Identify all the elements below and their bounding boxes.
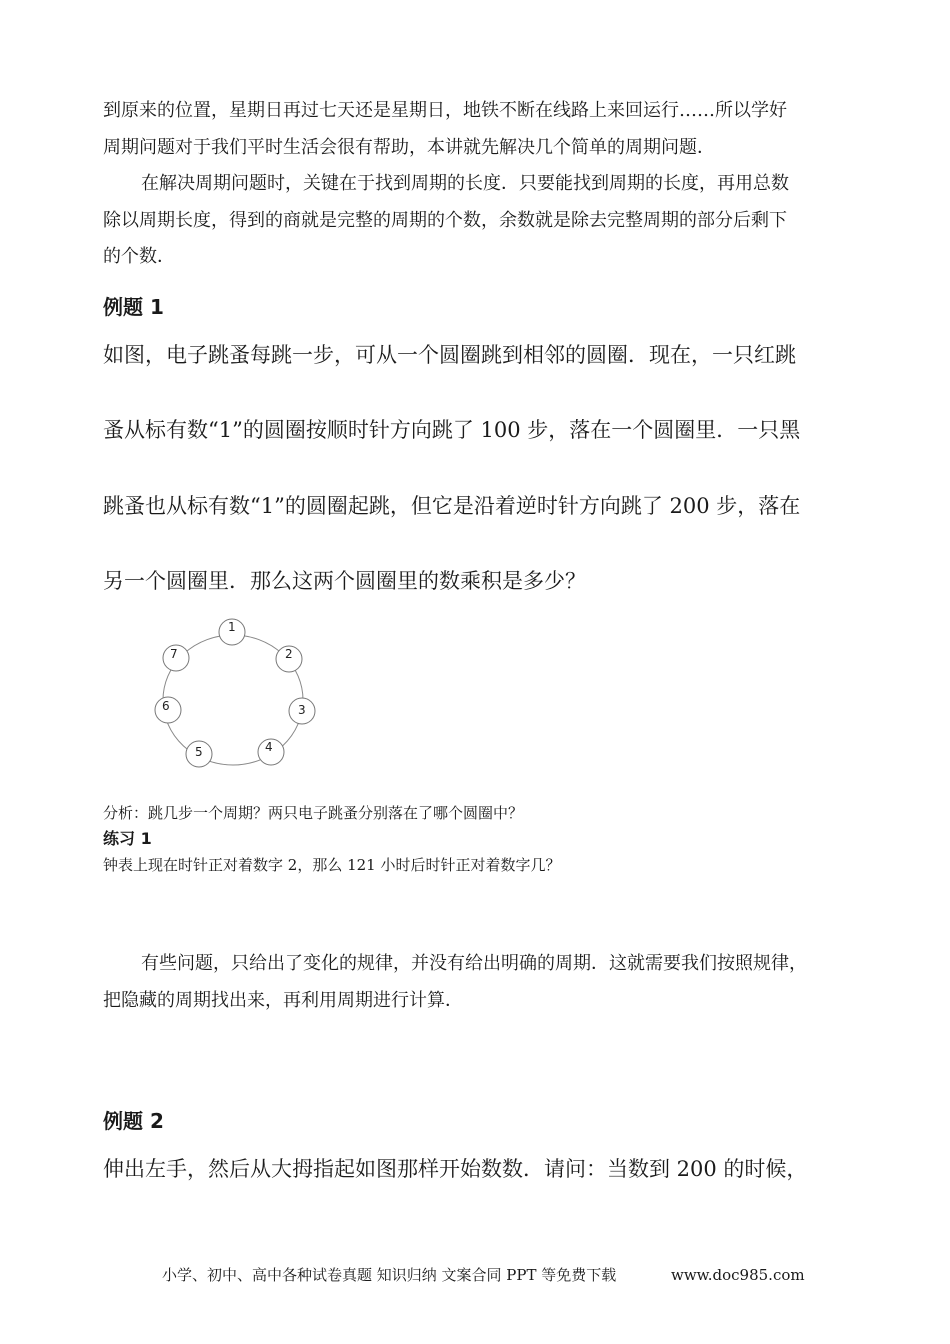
intro-line-5: 的个数． (103, 246, 175, 267)
circle-node-1 (219, 619, 245, 645)
circle-node-7 (163, 645, 189, 671)
example-2-title: 例题 2 (103, 1109, 164, 1133)
example-1-line-3: 跳蚤也从标有数“1”的圆圈起跳，但它是沿着逆时针方向跳了 200 步，落在 (103, 494, 801, 518)
analysis-text: 分析：跳几步一个周期？两只电子跳蚤分别落在了哪个圆圈中？ (103, 804, 524, 822)
circle-node-3 (289, 698, 315, 724)
circle-label-1: 1 (228, 620, 236, 634)
footer-url[interactable]: www.doc985.com (671, 1266, 805, 1284)
example-1-line-1: 如图，电子跳蚤每跳一步，可从一个圆圈跳到相邻的圆圈．现在，一只红跳 (103, 343, 796, 367)
circle-label-4: 4 (265, 740, 273, 754)
circle-label-5: 5 (195, 745, 203, 759)
example-1-line-4: 另一个圆圈里．那么这两个圆圈里的数乘积是多少？ (103, 569, 586, 593)
circle-node-4 (258, 739, 284, 765)
intro-line-2: 周期问题对于我们平时生活会很有帮助，本讲就先解决几个简单的周期问题． (103, 137, 715, 158)
flea-circle-figure (140, 610, 350, 780)
circle-label-3: 3 (298, 703, 306, 717)
circle-node-5 (186, 741, 212, 767)
practice-1-text: 钟表上现在时针正对着数字 2，那么 121 小时后时针正对着数字几？ (103, 856, 561, 874)
practice-1-title: 练习 1 (103, 829, 152, 848)
intro-line-3: 在解决周期问题时，关键在于找到周期的长度．只要能找到周期的长度，再用总数 (141, 173, 789, 194)
para-2-line-2: 把隐藏的周期找出来，再利用周期进行计算． (103, 990, 463, 1011)
circle-label-7: 7 (170, 647, 178, 661)
example-1-title: 例题 1 (103, 295, 164, 319)
footer-text: 小学、初中、高中各种试卷真题 知识归纳 文案合同 PPT 等免费下载 (162, 1266, 617, 1284)
circle-label-2: 2 (285, 647, 293, 661)
example-2-line-1: 伸出左手，然后从大拇指起如图那样开始数数．请问：当数到 200 的时候， (103, 1157, 808, 1181)
para-2-line-1: 有些问题，只给出了变化的规律，并没有给出明确的周期．这就需要我们按照规律， (141, 953, 807, 974)
circle-label-6: 6 (162, 699, 170, 713)
example-1-line-2: 蚤从标有数“1”的圆圈按顺时针方向跳了 100 步，落在一个圆圈里．一只黑 (103, 418, 801, 442)
intro-line-4: 除以周期长度，得到的商就是完整的周期的个数，余数就是除去完整周期的部分后剩下 (103, 210, 787, 231)
circle-node-6 (155, 697, 181, 723)
intro-line-1: 到原来的位置，星期日再过七天还是星期日，地铁不断在线路上来回运行……所以学好 (103, 100, 787, 121)
circle-node-2 (276, 646, 302, 672)
